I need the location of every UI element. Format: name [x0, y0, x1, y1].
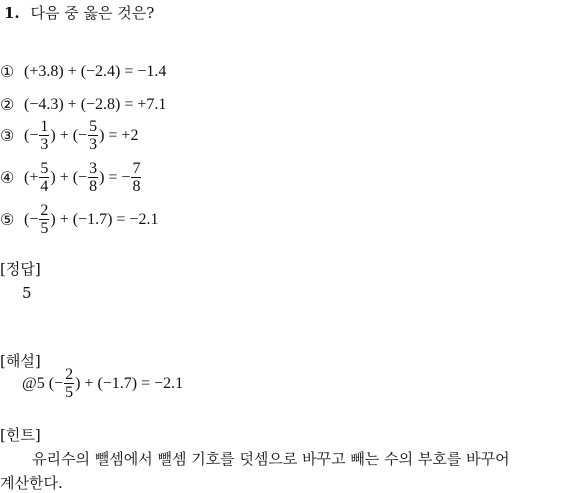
numerator: 1 — [40, 118, 49, 135]
option-3-marker: ③ — [0, 126, 15, 145]
numerator: 5 — [89, 118, 98, 135]
option-5-expression — [24, 202, 158, 237]
option-4-marker: ④ — [0, 168, 15, 187]
numerator: 2 — [65, 366, 74, 383]
denominator: 4 — [40, 178, 49, 195]
option-3-expression — [24, 118, 138, 153]
explanation-expression — [22, 366, 183, 401]
numerator: 7 — [132, 160, 141, 177]
question-header — [4, 2, 154, 23]
denominator: 5 — [65, 384, 74, 401]
option-4-fraction-1 — [39, 160, 49, 195]
option-4-part2: ) + (− — [50, 168, 88, 186]
option-4-expression — [24, 160, 142, 195]
option-4-part1: (+ — [24, 168, 39, 186]
option-5-part2: ) + (−1.7) = −2.1 — [50, 210, 159, 228]
option-4-fraction-2 — [88, 160, 98, 195]
hint-label: [힌트] — [0, 426, 41, 444]
option-4-fraction-3 — [131, 160, 141, 195]
option-3[interactable] — [0, 118, 138, 153]
question-number: 1. — [4, 4, 20, 22]
option-4-part3: ) = − — [99, 168, 131, 186]
explanation-suffix: ) + (−1.7) = −2.1 — [75, 374, 184, 392]
option-2-marker: ② — [0, 95, 15, 114]
denominator: 8 — [132, 178, 141, 195]
option-4[interactable] — [0, 160, 142, 195]
option-1-marker: ① — [0, 62, 15, 81]
denominator: 5 — [40, 220, 49, 237]
option-5-part1: (− — [24, 210, 39, 228]
option-3-part3: ) = +2 — [99, 126, 139, 144]
explanation-fraction — [64, 366, 74, 401]
answer-value: 5 — [22, 284, 32, 302]
option-1-expression: (+3.8) + (−2.4) = −1.4 — [24, 62, 167, 80]
option-3-fraction-2 — [88, 118, 98, 153]
numerator: 2 — [40, 202, 49, 219]
denominator: 3 — [40, 136, 49, 153]
option-5-marker: ⑤ — [0, 210, 15, 229]
option-2-expression: (−4.3) + (−2.8) = +7.1 — [24, 95, 167, 113]
hint-line-2: 계산한다. — [0, 474, 63, 492]
option-3-part2: ) + (− — [50, 126, 88, 144]
option-3-part1: (− — [24, 126, 39, 144]
option-5[interactable] — [0, 202, 158, 237]
denominator: 3 — [89, 136, 98, 153]
option-2[interactable] — [0, 95, 166, 114]
option-3-fraction-1 — [39, 118, 49, 153]
explanation-label: [해설] — [0, 352, 41, 370]
option-5-fraction — [39, 202, 49, 237]
option-1[interactable] — [0, 62, 166, 81]
denominator: 8 — [89, 178, 98, 195]
explanation-body — [22, 366, 183, 401]
numerator: 5 — [40, 160, 49, 177]
numerator: 3 — [89, 160, 98, 177]
explanation-prefix: @5 (− — [22, 374, 64, 392]
hint-line-1: 유리수의 뺄셈에서 뺄셈 기호를 덧셈으로 바꾸고 빼는 수의 부호를 바꾸어 — [32, 450, 510, 468]
question-text: 다음 중 옳은 것은? — [30, 4, 155, 22]
answer-label: [정답] — [0, 260, 41, 278]
